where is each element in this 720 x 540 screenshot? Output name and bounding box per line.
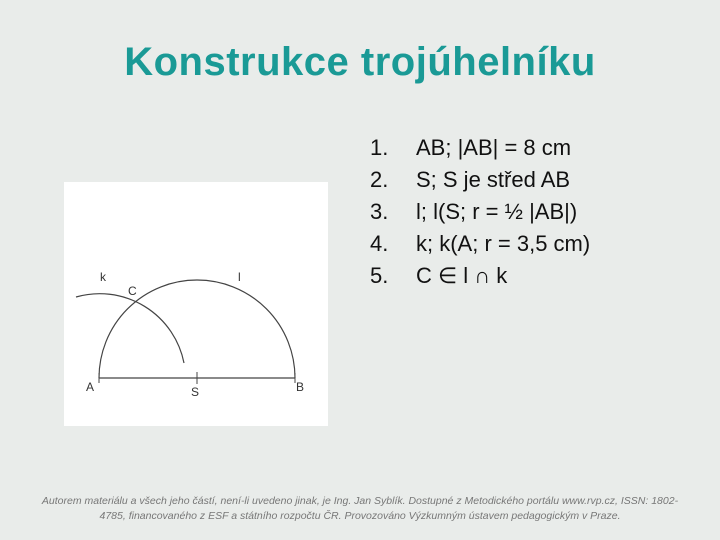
step-number: 5. <box>370 263 389 288</box>
step-number: 1. <box>370 135 389 160</box>
step-item <box>370 132 590 164</box>
step-item <box>370 260 590 292</box>
construction-figure <box>64 182 328 426</box>
construction-drawing <box>64 182 328 426</box>
step-text: AB; |AB| = 8 cm <box>416 135 572 160</box>
step-item <box>370 228 590 260</box>
label-b: B <box>296 380 305 394</box>
circle-k-arc <box>76 294 184 363</box>
label-k: k <box>100 270 106 284</box>
step-text: l; l(S; r = ½ |AB|) <box>416 199 578 224</box>
step-item <box>370 196 590 228</box>
construction-steps <box>370 132 590 292</box>
footer-credits: Autorem materiálu a všech jeho částí, není-li uvedeno jinak, je Ing. Jan Syblík. Dostupné z Metodického portálu www.rvp.cz, ISSN: 1802-4785, financovaného z ESF a státního rozpočtu ČR. Provozováno Výzkumným ústavem pedagogickým v Praze. <box>41 495 679 522</box>
label-c: C <box>128 284 137 298</box>
step-text: C ∈ l ∩ k <box>416 263 508 288</box>
slide-title: Konstrukce trojúhelníku <box>124 40 596 84</box>
label-a: A <box>86 380 95 394</box>
step-text: k; k(A; r = 3,5 cm) <box>416 231 591 256</box>
label-s: S <box>191 385 200 399</box>
step-number: 2. <box>370 167 389 192</box>
label-l: l <box>238 270 241 284</box>
step-number: 4. <box>370 231 389 256</box>
step-item <box>370 164 590 196</box>
step-number: 3. <box>370 199 389 224</box>
step-text: S; S je střed AB <box>416 167 571 192</box>
